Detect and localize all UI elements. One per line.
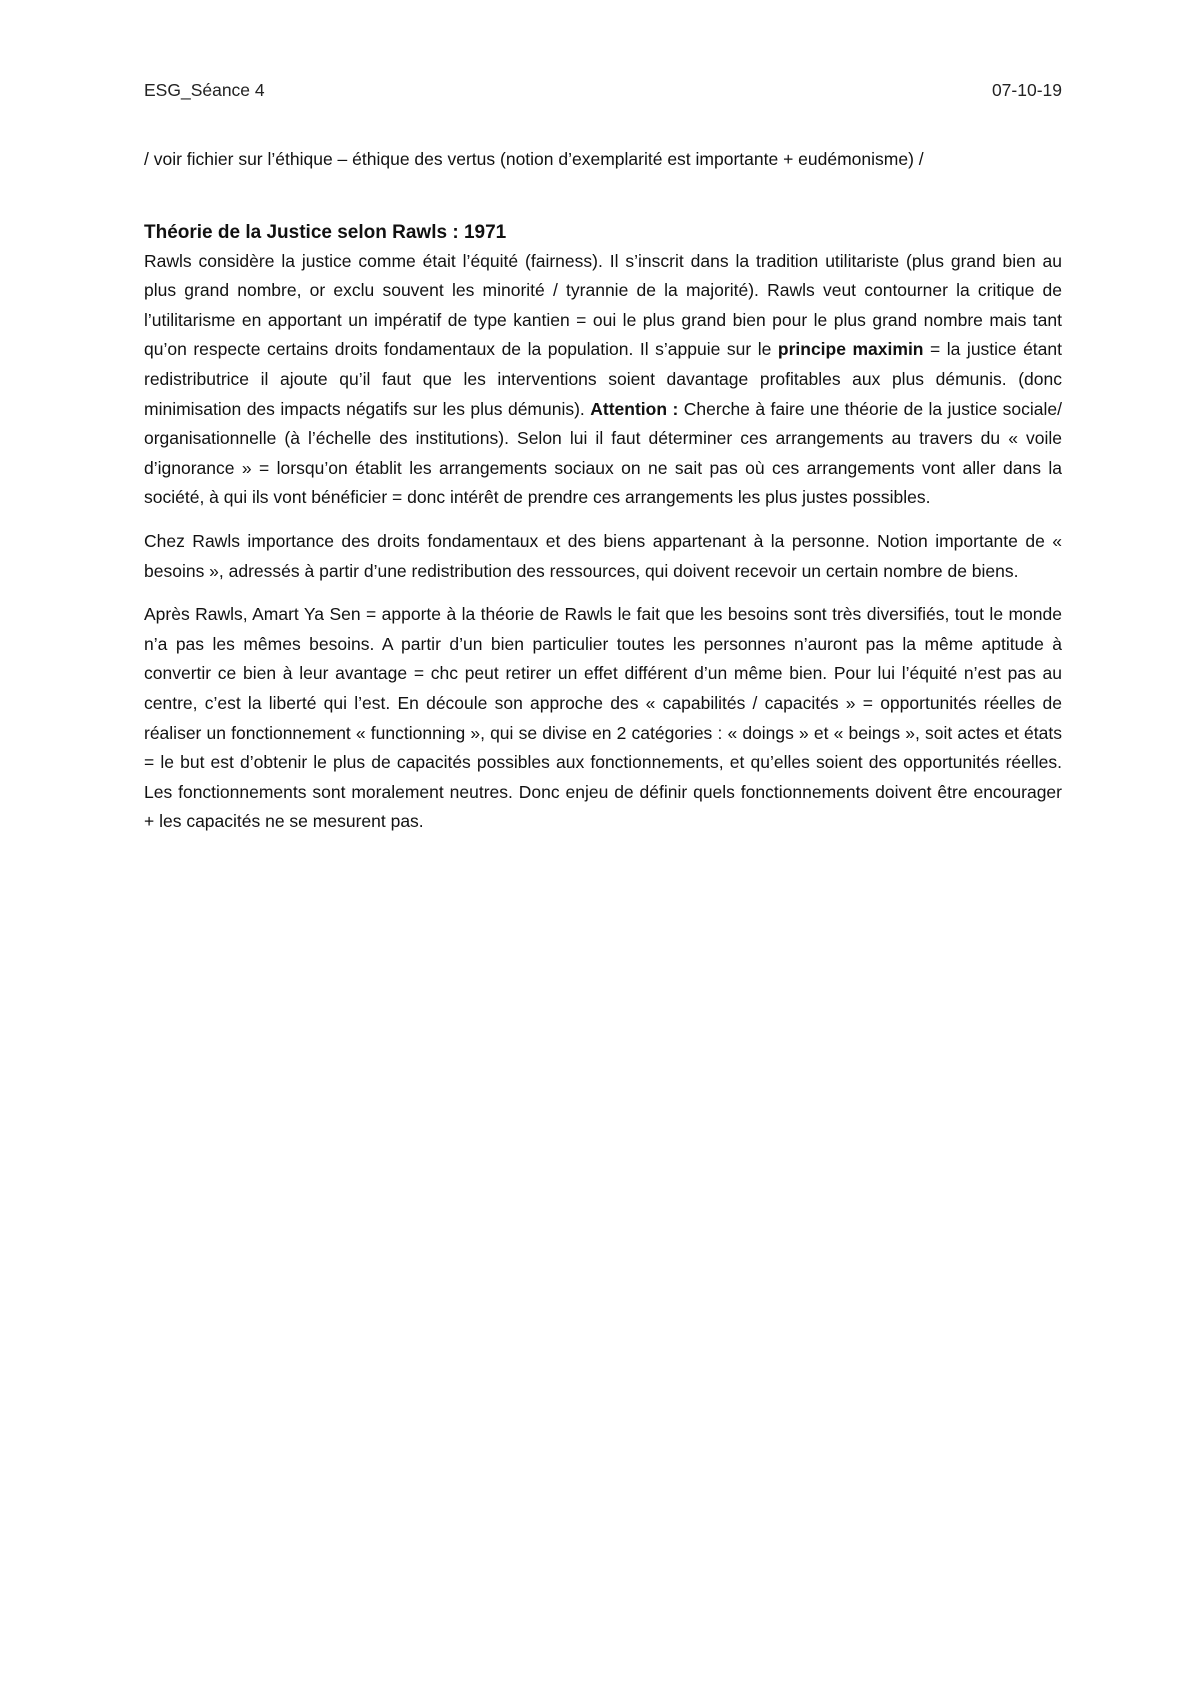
paragraph-rawls [144,247,1062,513]
principe-maximin-term: principe maximin [777,339,924,360]
header-date: 07-10-19 [991,80,1062,100]
intro-note: / voir fichier sur l’éthique – éthique des vertus (notion d’exemplarité est importante + eudémonisme) / [144,149,924,169]
paragraph-rawls-text-3: Cherche à faire une théorie de la justice sociale/ organisationnelle (à l’échelle des institutions). Selon lui il faut déterminer ces arrangements au travers du « voile d’ignorance » = lorsqu’on établit les arrangements sociaux on ne sait pas où ces arrangements vont aller dans la société, à qui ils vont bénéficier = donc intérêt de prendre ces arrangements les plus justes possibles. [144,398,1062,508]
paragraph-rawls-text-1: Rawls considère la justice comme était l’équité (fairness). Il s’inscrit dans la tradition utilitariste (plus grand bien au plus grand nombre, or exclu souvent les minorité / tyrannie de la majorité). Rawls veut contourner la critique de l’utilitarisme en apportant un impératif de type kantien = oui le plus grand bien pour le plus grand nombre mais tant qu’on respecte certains droits fondamentaux de la population. Il s’appuie sur le [144,250,1062,360]
section-title: Théorie de la Justice selon Rawls : 1971 [144,221,507,243]
paragraph-sen: Après Rawls, Amart Ya Sen = apporte à la théorie de Rawls le fait que les besoins sont très diversifiés, tout le monde n’a pas les mêmes besoins. A partir d’un bien particulier toutes les personnes n’auront pas la même aptitude à convertir ce bien à leur avantage = chc peut retirer un effet différent d’un même bien. Pour lui l’équité n’est pas au centre, c’est la liberté qui l’est. En découle son approche des « capabilités / capacités » = opportunités réelles de réaliser un fonctionnement « functionning », qui se divise en 2 catégories : « doings » et « beings », soit actes et états = le but est d’obtenir le plus de capacités possibles aux fonctionnements, et qu’elles soient des opportunités réelles. Les fonctionnements sont moralement neutres. Donc enjeu de définir quels fonctionnements doivent être encourager + les capacités ne se mesurent pas. [144,604,1062,832]
document-body [144,145,1062,851]
paragraph-besoins: Chez Rawls importance des droits fondamentaux et des biens appartenant à la personne. Notion importante de « besoins », adressés à partir d’une redistribution des ressources, qui doivent recevoir un certain nombre de biens. [144,530,1062,581]
paragraph-rawls-text-2: = la justice étant redistributrice il ajoute qu’il faut que les interventions soient davantage profitables aux plus démunis. (donc minimisation des impacts négatifs sur les plus démunis). [144,339,1062,419]
header-session-title: ESG_Séance 4 [144,80,265,100]
attention-label: Attention : [590,398,679,419]
